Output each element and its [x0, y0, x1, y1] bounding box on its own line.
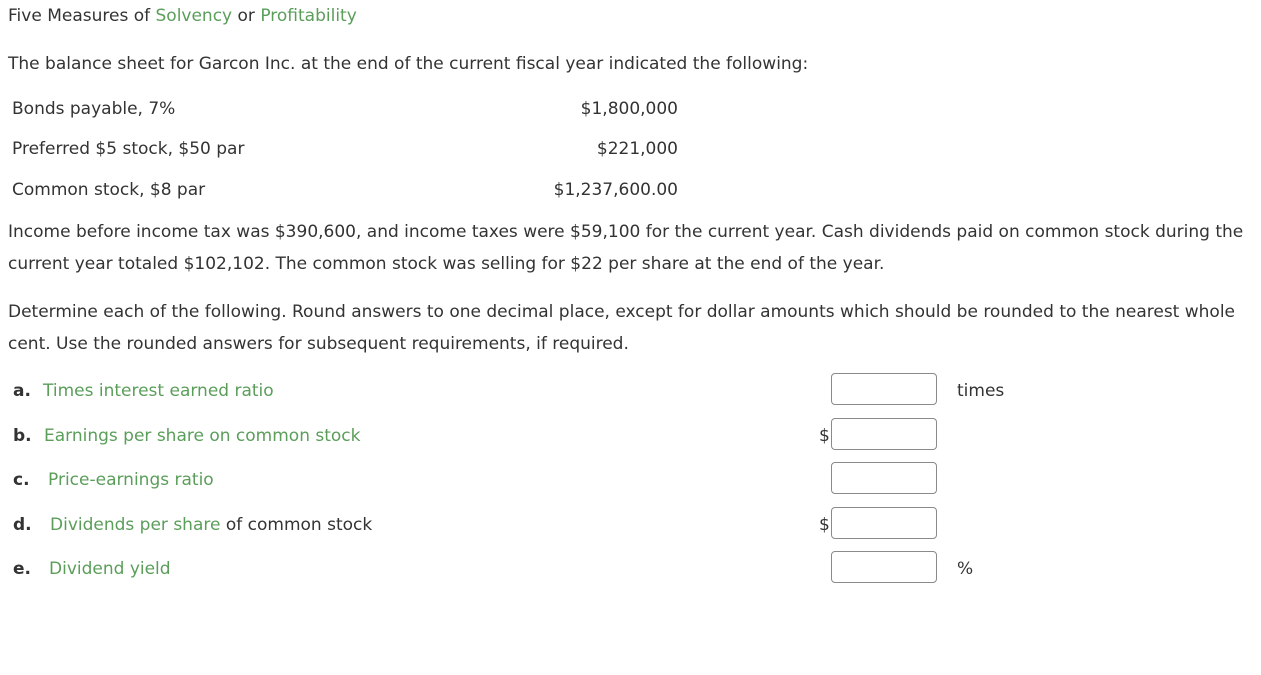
question-d-dollar: $ — [819, 515, 830, 535]
question-b-dollar: $ — [819, 426, 830, 446]
intro-text: The balance sheet for Garcon Inc. at the end of the current fiscal year indicated the following: — [8, 54, 809, 74]
question-c-link[interactable]: Price-earnings ratio — [48, 470, 214, 490]
question-a-link[interactable]: Times interest earned ratio — [43, 381, 274, 401]
dividends-per-share-input[interactable] — [831, 507, 937, 539]
common-stock-value: $1,237,600.00 — [553, 180, 678, 200]
profitability-link[interactable]: Profitability — [260, 6, 357, 26]
title-or: or — [232, 6, 261, 26]
solvency-link[interactable]: Solvency — [155, 6, 233, 26]
question-e-suffix: % — [957, 559, 974, 579]
question-c-letter: c. — [13, 470, 30, 490]
question-a-suffix: times — [957, 381, 1005, 401]
preferred-stock-value: $221,000 — [596, 139, 678, 159]
question-d-text — [50, 514, 372, 536]
preferred-stock-label: Preferred $5 stock, $50 par — [12, 139, 245, 159]
common-stock-label: Common stock, $8 par — [12, 180, 206, 200]
question-a-letter: a. — [13, 381, 31, 401]
title-prefix: Five Measures of — [8, 6, 156, 26]
question-b-letter: b. — [13, 426, 32, 446]
question-d-link[interactable]: Dividends per share — [50, 515, 221, 535]
question-d-letter: d. — [13, 515, 32, 535]
bonds-payable-value: $1,800,000 — [580, 99, 678, 119]
question-e-link[interactable]: Dividend yield — [49, 559, 171, 579]
income-paragraph: Income before income tax was $390,600, and income taxes were $59,100 for the current year. Cash dividends paid on common stock during the current year totaled $102,102. The common stock was selling for $22 per share at the end of the year. — [8, 222, 1244, 274]
price-earnings-input[interactable] — [831, 462, 937, 494]
bonds-payable-label: Bonds payable, 7% — [12, 99, 176, 119]
times-interest-earned-input[interactable] — [831, 373, 937, 405]
dividend-yield-input[interactable] — [831, 551, 937, 583]
instructions-paragraph: Determine each of the following. Round answers to one decimal place, except for dollar amounts which should be rounded to the nearest whole cent. Use the rounded answers for subsequent requirements, if required. — [8, 302, 1236, 354]
page-title — [8, 5, 357, 27]
question-e-letter: e. — [13, 559, 31, 579]
question-b-link[interactable]: Earnings per share on common stock — [44, 426, 361, 446]
question-d-extra: of common stock — [220, 515, 373, 535]
earnings-per-share-input[interactable] — [831, 418, 937, 450]
